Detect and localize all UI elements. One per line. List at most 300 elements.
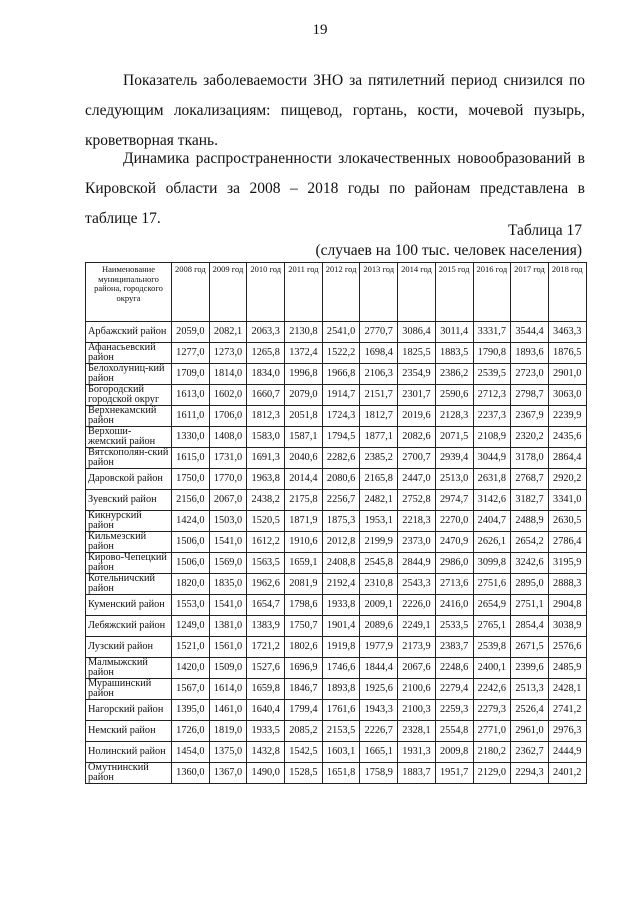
value-cell: 2009,8 [435,742,473,763]
district-name-cell: Куменский район [86,595,172,616]
value-cell: 2712,3 [473,385,511,406]
value-cell: 1367,0 [209,763,247,784]
value-cell: 2974,7 [435,490,473,511]
value-cell: 1659,8 [247,679,285,700]
value-cell: 1709,0 [172,364,210,385]
value-cell: 2089,6 [360,616,398,637]
value-cell: 2488,9 [511,511,549,532]
value-cell: 2904,8 [548,595,586,616]
value-cell: 2354,9 [398,364,436,385]
value-cell: 2654,9 [473,595,511,616]
value-cell: 1541,0 [209,532,247,553]
value-cell: 1901,4 [322,616,360,637]
header-year: 2018 год [548,263,586,322]
value-cell: 2100,6 [398,679,436,700]
value-cell: 2128,3 [435,406,473,427]
value-cell: 2470,9 [435,532,473,553]
value-cell: 1834,0 [247,364,285,385]
paragraph-line: кроветворная ткань. [85,132,218,149]
value-cell: 1587,1 [285,427,323,448]
value-cell: 2165,8 [360,469,398,490]
value-cell: 1943,3 [360,700,398,721]
value-cell: 1561,0 [209,637,247,658]
value-cell: 1265,8 [247,343,285,364]
table-row [86,511,587,532]
header-year: 2012 год [322,263,360,322]
value-cell: 1375,0 [209,742,247,763]
value-cell: 1966,8 [322,364,360,385]
value-cell: 2282,6 [322,448,360,469]
value-cell: 2844,9 [398,553,436,574]
value-cell: 1875,3 [322,511,360,532]
value-cell: 1567,0 [172,679,210,700]
value-cell: 3099,8 [473,553,511,574]
value-cell: 2786,4 [548,532,586,553]
value-cell: 2199,9 [360,532,398,553]
header-district: Наименование муниципального района, городского округа [86,263,172,322]
value-cell: 2173,9 [398,637,436,658]
value-cell: 2400,1 [473,658,511,679]
value-cell: 2895,0 [511,574,549,595]
value-cell: 1659,1 [285,553,323,574]
district-name-cell: Нолинский район [86,742,172,763]
value-cell: 1381,0 [209,616,247,637]
district-name-cell: Арбажский район [86,322,172,343]
district-name-cell: Богородский городской округ [86,385,172,406]
table-row [86,322,587,343]
value-cell: 1914,7 [322,385,360,406]
value-cell: 2151,7 [360,385,398,406]
value-cell: 1527,6 [247,658,285,679]
value-cell: 2218,3 [398,511,436,532]
table-row [86,469,587,490]
district-name-cell: Лузский район [86,637,172,658]
value-cell: 1691,3 [247,448,285,469]
value-cell: 2526,4 [511,700,549,721]
value-cell: 1819,0 [209,721,247,742]
value-cell: 1420,0 [172,658,210,679]
table-subtitle: (случаев на 100 тыс. человек населения) [315,242,582,259]
value-cell: 2108,9 [473,427,511,448]
value-cell: 2175,8 [285,490,323,511]
value-cell: 2082,6 [398,427,436,448]
district-name-cell: Нагорский район [86,700,172,721]
value-cell: 2279,3 [473,700,511,721]
value-cell: 1893,8 [322,679,360,700]
district-name-cell: Верхоши-жемский район [86,427,172,448]
value-cell: 1372,4 [285,343,323,364]
value-cell: 2256,7 [322,490,360,511]
value-cell: 1996,8 [285,364,323,385]
value-cell: 1654,7 [247,595,285,616]
table-row [86,553,587,574]
value-cell: 1814,0 [209,364,247,385]
value-cell: 1583,0 [247,427,285,448]
paragraph-line: Динамика распространенности злокачественных новообразований в [123,150,585,167]
value-cell: 2768,7 [511,469,549,490]
value-cell: 2012,8 [322,532,360,553]
table-row [86,763,587,784]
value-cell: 2059,0 [172,322,210,343]
value-cell: 2106,3 [360,364,398,385]
header-year: 2009 год [209,263,247,322]
paragraph-zno-decrease [85,66,585,156]
value-cell: 2401,2 [548,763,586,784]
value-cell: 2485,9 [548,658,586,679]
value-cell: 2153,5 [322,721,360,742]
header-year: 2014 год [398,263,436,322]
table-row [86,595,587,616]
value-cell: 1931,3 [398,742,436,763]
value-cell: 2533,5 [435,616,473,637]
value-cell: 1541,0 [209,595,247,616]
value-cell: 2237,3 [473,406,511,427]
value-cell: 3086,4 [398,322,436,343]
value-cell: 2129,0 [473,763,511,784]
value-cell: 1330,0 [172,427,210,448]
value-cell: 2270,0 [435,511,473,532]
value-cell: 1520,5 [247,511,285,532]
district-name-cell: Даровской район [86,469,172,490]
value-cell: 1461,0 [209,700,247,721]
district-name-cell: Вятскополян-ский район [86,448,172,469]
table-label: Таблица 17 [507,222,582,239]
value-cell: 2404,7 [473,511,511,532]
table-row [86,658,587,679]
value-cell: 2741,2 [548,700,586,721]
table-row [86,721,587,742]
value-cell: 2328,1 [398,721,436,742]
value-cell: 2752,8 [398,490,436,511]
value-cell: 1249,0 [172,616,210,637]
table-row [86,532,587,553]
value-cell: 2399,6 [511,658,549,679]
value-cell: 2854,4 [511,616,549,637]
value-cell: 1825,5 [398,343,436,364]
value-cell: 3044,9 [473,448,511,469]
value-cell: 2156,0 [172,490,210,511]
value-cell: 1799,4 [285,700,323,721]
value-cell: 2408,8 [322,553,360,574]
value-cell: 2864,4 [548,448,586,469]
value-cell: 2700,7 [398,448,436,469]
header-year: 2011 год [285,263,323,322]
value-cell: 1962,6 [247,574,285,595]
value-cell: 1553,0 [172,595,210,616]
value-cell: 1812,3 [247,406,285,427]
value-cell: 2373,0 [398,532,436,553]
value-cell: 1706,0 [209,406,247,427]
value-cell: 1846,7 [285,679,323,700]
value-cell: 3178,0 [511,448,549,469]
value-cell: 1660,7 [247,385,285,406]
district-name-cell: Котельничский район [86,574,172,595]
value-cell: 1603,1 [322,742,360,763]
value-cell: 1750,7 [285,616,323,637]
header-year: 2017 год [511,263,549,322]
value-cell: 1919,8 [322,637,360,658]
value-cell: 1876,5 [548,343,586,364]
value-cell: 3242,6 [511,553,549,574]
value-cell: 1640,4 [247,700,285,721]
value-cell: 2723,0 [511,364,549,385]
value-cell: 1612,2 [247,532,285,553]
value-cell: 1509,0 [209,658,247,679]
value-cell: 2751,6 [473,574,511,595]
paragraph-line: Показатель заболеваемости ЗНО за пятилетний период снизился по [123,72,585,89]
value-cell: 1611,0 [172,406,210,427]
table-row [86,700,587,721]
value-cell: 3341,0 [548,490,586,511]
value-cell: 2888,3 [548,574,586,595]
value-cell: 1277,0 [172,343,210,364]
table-row [86,364,587,385]
district-name-cell: Зуевский район [86,490,172,511]
value-cell: 1802,6 [285,637,323,658]
value-cell: 2513,0 [435,469,473,490]
table-row [86,385,587,406]
header-year: 2010 год [247,263,285,322]
value-cell: 1698,4 [360,343,398,364]
value-cell: 1933,5 [247,721,285,742]
table-row [86,742,587,763]
value-cell: 1506,0 [172,532,210,553]
header-year: 2015 год [435,263,473,322]
value-cell: 1951,7 [435,763,473,784]
district-name-cell: Белохолуниц-кий район [86,364,172,385]
value-cell: 1871,9 [285,511,323,532]
table-row [86,616,587,637]
value-cell: 2539,5 [473,364,511,385]
value-cell: 1490,0 [247,763,285,784]
value-cell: 1503,0 [209,511,247,532]
table-row [86,637,587,658]
value-cell: 2447,0 [398,469,436,490]
district-name-cell: Кикнурский район [86,511,172,532]
district-name-cell: Малмыжский район [86,658,172,679]
value-cell: 2631,8 [473,469,511,490]
value-cell: 1569,0 [209,553,247,574]
value-cell: 1794,5 [322,427,360,448]
value-cell: 1542,5 [285,742,323,763]
value-cell: 2435,6 [548,427,586,448]
value-cell: 1696,9 [285,658,323,679]
district-name-cell: Афанасьевский район [86,343,172,364]
value-cell: 2590,6 [435,385,473,406]
value-cell: 2226,0 [398,595,436,616]
value-cell: 2513,3 [511,679,549,700]
value-cell: 1602,0 [209,385,247,406]
value-cell: 2770,7 [360,322,398,343]
value-cell: 1790,8 [473,343,511,364]
value-cell: 1820,0 [172,574,210,595]
value-cell: 1835,0 [209,574,247,595]
value-cell: 2901,0 [548,364,586,385]
value-cell: 2482,1 [360,490,398,511]
paragraph-line: Кировской области за 2008 – 2018 годы по районам представлена в [85,180,585,197]
value-cell: 1812,7 [360,406,398,427]
value-cell: 1761,6 [322,700,360,721]
value-cell: 2067,0 [209,490,247,511]
value-cell: 2071,5 [435,427,473,448]
header-year: 2016 год [473,263,511,322]
value-cell: 2279,4 [435,679,473,700]
value-cell: 3182,7 [511,490,549,511]
table-row [86,574,587,595]
value-cell: 1521,0 [172,637,210,658]
value-cell: 3011,4 [435,322,473,343]
value-cell: 1750,0 [172,469,210,490]
value-cell: 1963,8 [247,469,285,490]
value-cell: 1933,8 [322,595,360,616]
table-row [86,343,587,364]
value-cell: 1770,0 [209,469,247,490]
value-cell: 1424,0 [172,511,210,532]
district-name-cell: Кирово-Чепецкий район [86,553,172,574]
value-cell: 2383,7 [435,637,473,658]
value-cell: 1925,6 [360,679,398,700]
value-cell: 2079,0 [285,385,323,406]
value-cell: 2543,3 [398,574,436,595]
value-cell: 3063,0 [548,385,586,406]
value-cell: 1721,2 [247,637,285,658]
value-cell: 1910,6 [285,532,323,553]
value-cell: 1614,0 [209,679,247,700]
value-cell: 1877,1 [360,427,398,448]
page-number: 19 [312,22,328,38]
table-row [86,490,587,511]
table-row [86,406,587,427]
value-cell: 2630,5 [548,511,586,532]
table-header-row [86,263,587,322]
value-cell: 2248,6 [435,658,473,679]
value-cell: 2320,2 [511,427,549,448]
value-cell: 2976,3 [548,721,586,742]
value-cell: 1731,0 [209,448,247,469]
value-cell: 2310,8 [360,574,398,595]
value-cell: 2249,1 [398,616,436,637]
value-cell: 1883,7 [398,763,436,784]
header-year: 2013 год [360,263,398,322]
value-cell: 2051,8 [285,406,323,427]
value-cell: 2920,2 [548,469,586,490]
value-cell: 1563,5 [247,553,285,574]
table-row [86,448,587,469]
value-cell: 2040,6 [285,448,323,469]
value-cell: 1977,9 [360,637,398,658]
value-cell: 2751,1 [511,595,549,616]
value-cell: 2180,2 [473,742,511,763]
value-cell: 2626,1 [473,532,511,553]
value-cell: 3195,9 [548,553,586,574]
value-cell: 1408,0 [209,427,247,448]
value-cell: 1522,2 [322,343,360,364]
district-name-cell: Немский район [86,721,172,742]
district-name-cell: Кильмезский район [86,532,172,553]
value-cell: 2545,8 [360,553,398,574]
value-cell: 2428,1 [548,679,586,700]
value-cell: 2367,9 [511,406,549,427]
value-cell: 2362,7 [511,742,549,763]
value-cell: 2301,7 [398,385,436,406]
district-name-cell: Мурашинский район [86,679,172,700]
value-cell: 2259,3 [435,700,473,721]
value-cell: 1724,3 [322,406,360,427]
value-cell: 2082,1 [209,322,247,343]
value-cell: 1883,5 [435,343,473,364]
value-cell: 2081,9 [285,574,323,595]
value-cell: 2100,3 [398,700,436,721]
value-cell: 2939,4 [435,448,473,469]
value-cell: 2239,9 [548,406,586,427]
value-cell: 1432,8 [247,742,285,763]
value-cell: 2067,6 [398,658,436,679]
value-cell: 2444,9 [548,742,586,763]
prevalence-table [85,262,587,784]
value-cell: 1360,0 [172,763,210,784]
table-row [86,427,587,448]
value-cell: 3544,4 [511,322,549,343]
value-cell: 1893,6 [511,343,549,364]
value-cell: 1454,0 [172,742,210,763]
value-cell: 2242,6 [473,679,511,700]
value-cell: 2986,0 [435,553,473,574]
header-year: 2008 год [172,263,210,322]
value-cell: 2671,5 [511,637,549,658]
table-row [86,679,587,700]
value-cell: 2798,7 [511,385,549,406]
district-name-cell: Верхнекамский район [86,406,172,427]
paragraph-line: таблице 17. [85,210,161,227]
value-cell: 2654,2 [511,532,549,553]
value-cell: 2576,6 [548,637,586,658]
value-cell: 1383,9 [247,616,285,637]
value-cell: 1506,0 [172,553,210,574]
value-cell: 2386,2 [435,364,473,385]
value-cell: 3463,3 [548,322,586,343]
value-cell: 3142,6 [473,490,511,511]
value-cell: 1528,5 [285,763,323,784]
value-cell: 3038,9 [548,616,586,637]
value-cell: 1651,8 [322,763,360,784]
value-cell: 1844,4 [360,658,398,679]
value-cell: 2294,3 [511,763,549,784]
value-cell: 2014,4 [285,469,323,490]
value-cell: 2961,0 [511,721,549,742]
value-cell: 2713,6 [435,574,473,595]
paragraph-line: следующим локализациям: пищевод, гортань, кости, мочевой пузырь, [85,102,585,119]
value-cell: 2080,6 [322,469,360,490]
value-cell: 2085,2 [285,721,323,742]
value-cell: 3331,7 [473,322,511,343]
value-cell: 1798,6 [285,595,323,616]
value-cell: 2385,2 [360,448,398,469]
value-cell: 1613,0 [172,385,210,406]
value-cell: 2438,2 [247,490,285,511]
value-cell: 1746,6 [322,658,360,679]
value-cell: 2416,0 [435,595,473,616]
value-cell: 2771,0 [473,721,511,742]
district-name-cell: Лебяжский район [86,616,172,637]
district-name-cell: Омутнинский район [86,763,172,784]
value-cell: 1273,0 [209,343,247,364]
value-cell: 2541,0 [322,322,360,343]
value-cell: 1665,1 [360,742,398,763]
value-cell: 2539,8 [473,637,511,658]
value-cell: 1758,9 [360,763,398,784]
value-cell: 1395,0 [172,700,210,721]
value-cell: 2130,8 [285,322,323,343]
